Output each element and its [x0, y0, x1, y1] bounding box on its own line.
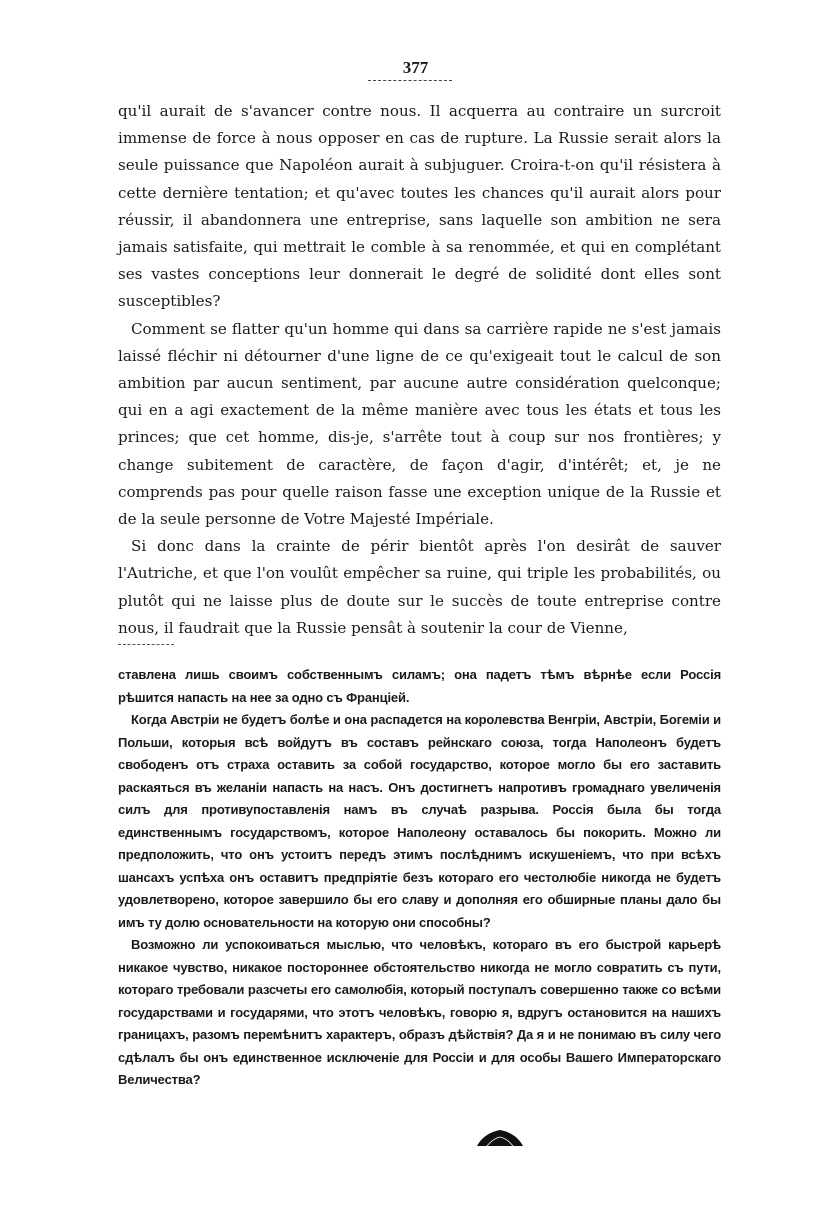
- russian-translation-block: [118, 664, 721, 1092]
- french-paragraph: Comment se flatter qu'un homme qui dans sa carrière rapide ne s'est jamais laissé fléchir ni détourner d'une ligne de ce qu'exigeait tout le calcul de son ambition par aucun sentiment, par aucune autre considération quelconque; qui en a agi exactement de la même manière avec tous les états et tous les princes; que cet homme, dis-je, s'arrête tout à coup sur nos frontières; y change subitement de caractère, de façon d'agir, d'intérêt; et, je ne comprends pas pour quelle raison fasse une exception unique de la Russie et de la seule personne de Votre Majesté Impériale.: [118, 319, 721, 529]
- russian-paragraph: ставлена лишь своимъ собственнымъ силамъ; она падетъ тѣмъ вѣрнѣе если Россія рѣшится напасть на нее за одно съ Франціей.: [118, 667, 721, 705]
- footnote-separator: [118, 644, 174, 645]
- page-number-rule: [368, 80, 452, 81]
- tailpiece-ornament-icon: [475, 1128, 525, 1148]
- russian-paragraph: Когда Австріи не будетъ болѣе и она распадется на королевства Венгріи, Австріи, Богеміи и Польши, которыя всѣ войдутъ въ составъ рейнскаго союза, тогда Наполеонъ будетъ свободенъ отъ страха оставить за собой государство, которое могло бы его заставить раскаяться въ желаніи напасть на насъ. Онъ достигнетъ напротивъ громаднаго увеличенія силъ для противупоставленія намъ въ случаѣ разрыва. Россія была бы тогда единственнымъ государствомъ, которое Наполеону оставалось бы покорить. Можно ли предположить, что онъ устоитъ передъ этимъ послѣднимъ искушеніемъ, что при всѣхъ шансахъ успѣха онъ оставитъ предпріятіе безъ котораго его честолюбіе никогда не будетъ удовлетворено, которое завершило бы его славу и дополняя его обширные планы дало бы имъ ту долю основательности на которую они способны?: [118, 712, 721, 930]
- russian-paragraph: Возможно ли успокоиваться мыслью, что человѣкъ, котораго въ его быстрой карьерѣ никакое чувство, никакое постороннее обстоятельство никогда не могло совратить съ пути, котораго требовали разсчеты его самолюбія, который поступалъ совершенно также со всѣми государствами и государями, что этотъ человѣкъ, говорю я, вдругъ остановится на нашихъ границахъ, разомъ перемѣнитъ характеръ, образъ дѣйствія? Да я и не понимаю въ силу чего сдѣлалъ бы онъ единственное исключеніе для Россіи и для особы Вашего Императорскаго Величества?: [118, 937, 721, 1087]
- french-paragraph: qu'il aurait de s'avancer contre nous. Il acquerra au contraire un surcroit immense de force à nous opposer en cas de rupture. La Russie serait alors la seule puissance que Napoléon aurait à subjuguer. Croira-t-on qu'il résistera à cette dernière tentation; et qu'avec toutes les chances qu'il aurait alors pour réussir, il abandonnera une entreprise, sans laquelle son ambition ne sera jamais satisfaite, qui mettrait le comble à sa renommée, et qui en complétant ses vastes conceptions leur donnerait le degré de solidité dont elles sont susceptibles?: [118, 102, 721, 311]
- french-paragraph: Si donc dans la crainte de périr bientôt après l'on desirât de sauver l'Autriche, et que l'on voulût empêcher sa ruine, qui triple les probabilités, ou plutôt qui ne laisse plus de doute sur le succès de toute entreprise contre nous, il faudrait que la Russie pensât à soutenir la cour de Vienne,: [118, 537, 721, 637]
- french-text-block: [118, 98, 721, 642]
- page-number: 377: [402, 58, 429, 77]
